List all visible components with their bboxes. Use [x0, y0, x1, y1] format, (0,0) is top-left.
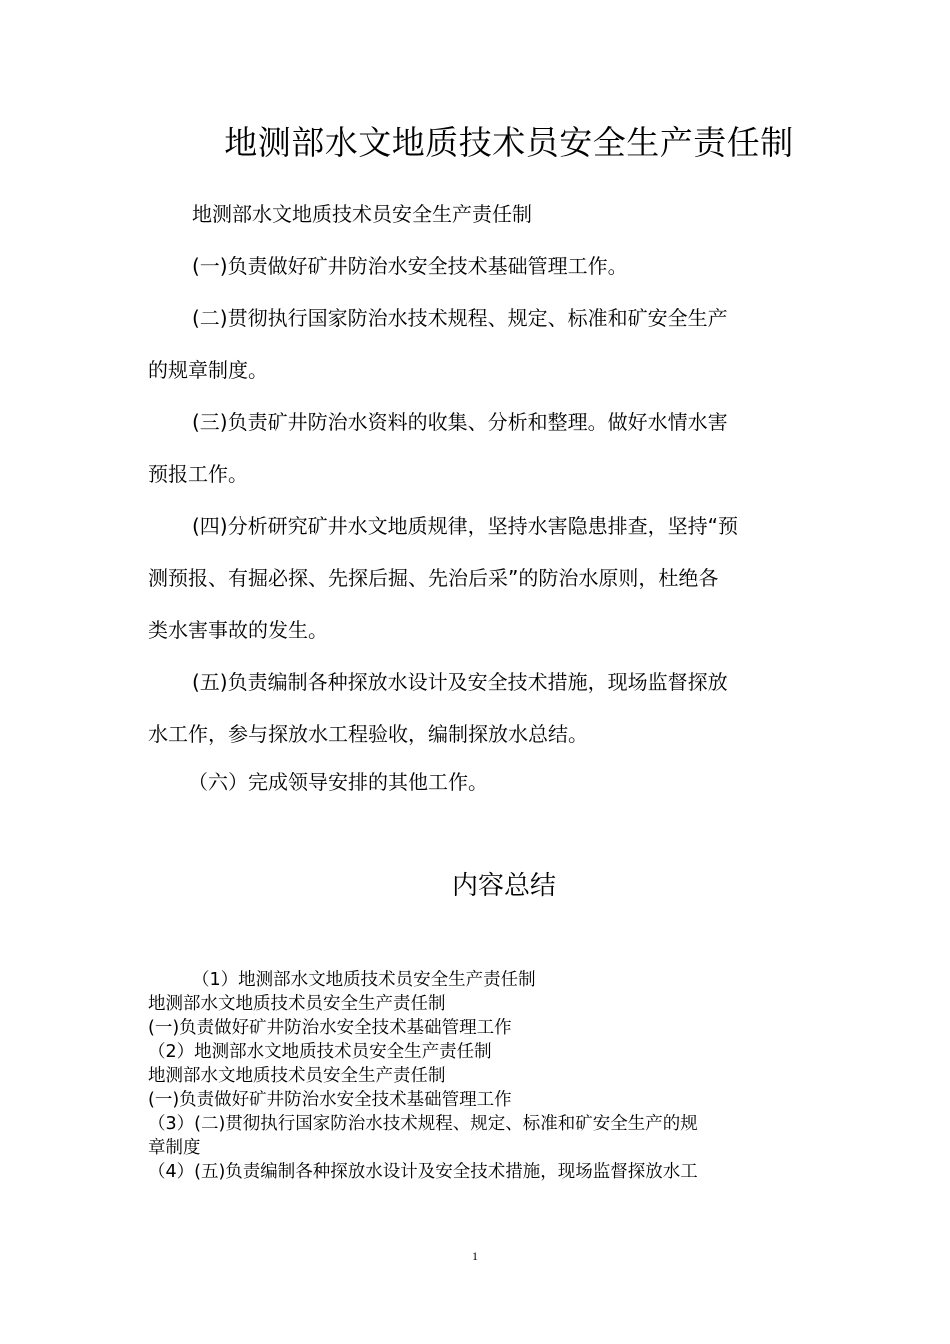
page-number: 1	[472, 1249, 478, 1263]
paragraph-text: 地测部水文地质技术员安全生产责任制	[192, 202, 532, 226]
paragraph-3-line-1	[148, 292, 800, 344]
summary-line: （2）地测部水文地质技术员安全生产责任制	[148, 1042, 492, 1062]
summary-line: (一)负责做好矿井防治水安全技术基础管理工作	[148, 1018, 512, 1038]
page-title: 地测部水文地质技术员安全生产责任制	[224, 123, 794, 162]
paragraph-3-line-2: 的规章制度。	[148, 358, 268, 382]
paragraph-text: （六）完成领导安排的其他工作。	[188, 770, 488, 794]
paragraph-7	[148, 756, 800, 808]
paragraph-5-line-1	[148, 500, 800, 552]
paragraph-text: (五)负责编制各种探放水设计及安全技术措施，现场监督探放	[192, 670, 728, 694]
paragraph-5-line-2: 测预报、有掘必探、先探后掘、先治后采”的防治水原则，杜绝各	[148, 566, 719, 590]
paragraph-text: (三)负责矿井防治水资料的收集、分析和整理。做好水情水害	[192, 410, 728, 434]
summary-line: （3）(二)贯彻执行国家防治水技术规程、规定、标准和矿安全生产的规	[148, 1114, 698, 1134]
paragraph-text: (二)贯彻执行国家防治水技术规程、规定、标准和矿安全生产	[192, 306, 728, 330]
paragraph-6-line-1	[148, 656, 800, 708]
paragraph-text: (四)分析研究矿井水文地质规律，坚持水害隐患排查，坚持“预	[192, 514, 738, 538]
summary-line: 地测部水文地质技术员安全生产责任制	[148, 1066, 446, 1086]
paragraph-4-line-2: 预报工作。	[148, 462, 248, 486]
summary-line: 地测部水文地质技术员安全生产责任制	[148, 994, 446, 1014]
paragraph-4-line-1	[148, 396, 800, 448]
summary-line: （1）地测部水文地质技术员安全生产责任制	[192, 970, 536, 990]
paragraph-2	[148, 240, 800, 292]
summary-title: 内容总结	[451, 871, 556, 901]
paragraph-6-line-2: 水工作，参与探放水工程验收，编制探放水总结。	[148, 722, 588, 746]
paragraph-text: (一)负责做好矿井防治水安全技术基础管理工作。	[192, 254, 628, 278]
paragraph-1	[148, 188, 800, 240]
summary-list	[148, 968, 800, 1184]
summary-line: (一)负责做好矿井防治水安全技术基础管理工作	[148, 1090, 512, 1110]
summary-line: 章制度	[148, 1138, 201, 1158]
paragraph-5-line-3: 类水害事故的发生。	[148, 618, 328, 642]
summary-line: （4）(五)负责编制各种探放水设计及安全技术措施，现场监督探放水工	[148, 1162, 698, 1182]
